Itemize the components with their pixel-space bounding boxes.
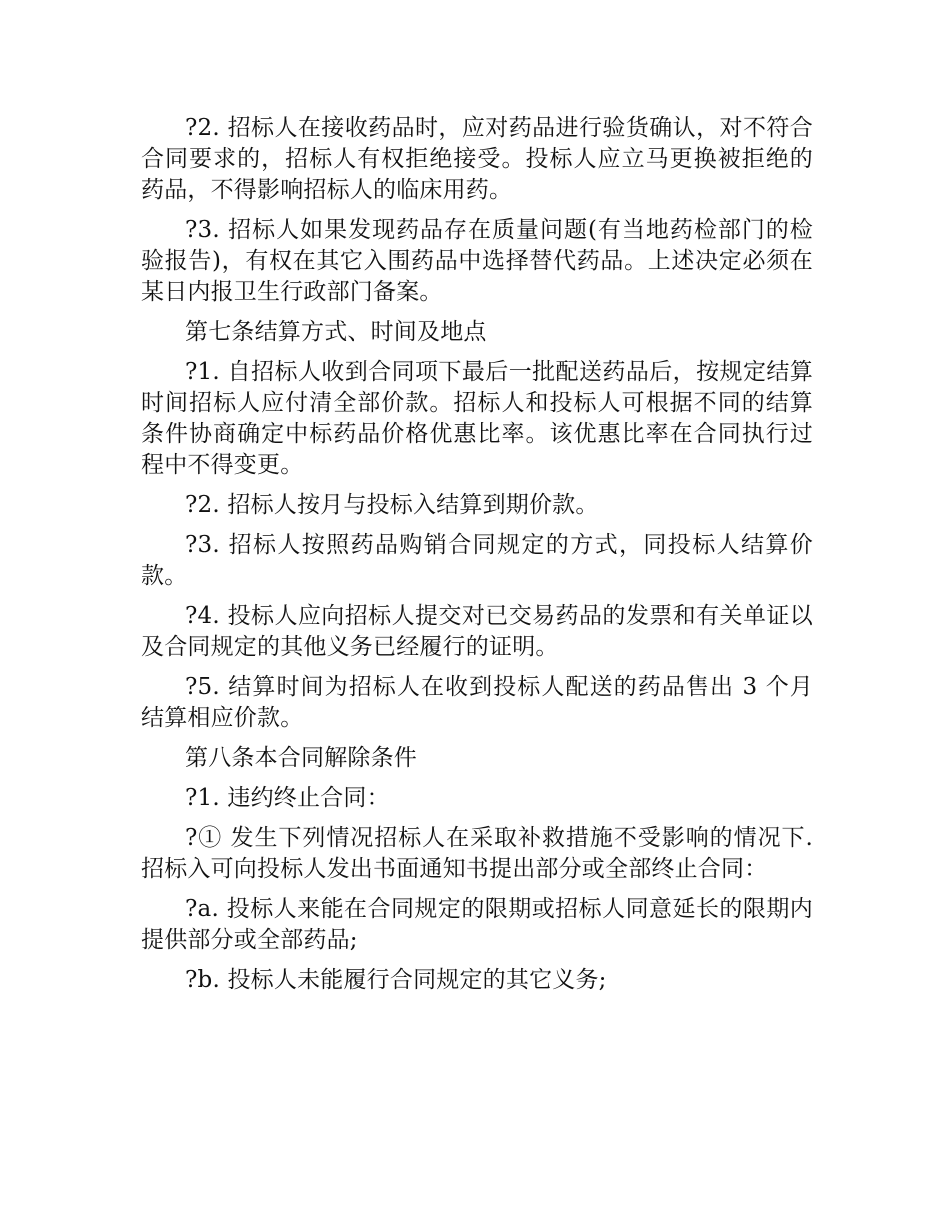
document-body (141, 113, 813, 1005)
paragraph-7-5-settlement-time: ?5. 结算时间为招标人在收到投标人配送的药品售出 3 个月结算相应价款。 (141, 674, 813, 731)
paragraph-7-2-monthly: ?2. 招标人按月与投标入结算到期价款。 (185, 492, 599, 518)
paragraph-7-3-method: ?3. 招标人按照药品购销合同规定的方式，同投标人结算价款。 (141, 532, 813, 589)
paragraph-3-quality-issue: ?3. 招标人如果发现药品存在质量问题(有当地药检部门的检验报告)，有权在其它入围药品中选择替代药品。上述决定必须在某日内报卫生行政部门备案。 (141, 217, 813, 305)
paragraph-8-a-delivery-failure: ?a. 投标人来能在合同规定的限期或招标人同意延长的限期内提供部分或全部药品; (141, 896, 813, 953)
paragraph-8-1-1-conditions: ?① 发生下列情况招标人在采取补救措施不受影响的情况下. 招标入可向投标人发出书面通知书提出部分或全部终止合同： (141, 825, 813, 882)
paragraph-7-1-settlement: ?1. 自招标人收到合同项下最后一批配送药品后，按规定结算时间招标人应付清全部价款。招标人和投标人可根据不同的结算条件协商确定中标药品价格优惠比率。该优惠比率在合同执行过程中不得变更。 (141, 359, 813, 478)
paragraph-8-1-termination: ?1. 违约终止合同： (185, 785, 390, 811)
paragraph-8-b-other-obligations: ?b. 投标人未能履行合同规定的其它义务; (185, 967, 607, 993)
article-7-heading: 第七条结算方式、时间及地点 (185, 319, 487, 345)
paragraph-7-4-invoices: ?4. 投标人应向招标人提交对已交易药品的发票和有关单证以及合同规定的其他义务已经履行的证明。 (141, 603, 813, 660)
paragraph-2-acceptance: ?2. 招标人在接收药品时，应对药品进行验货确认，对不符合合同要求的，招标人有权拒绝接受。投标人应立马更换被拒绝的药品，不得影响招标人的临床用药。 (141, 115, 813, 203)
article-8-heading: 第八条本合同解除条件 (185, 745, 417, 771)
